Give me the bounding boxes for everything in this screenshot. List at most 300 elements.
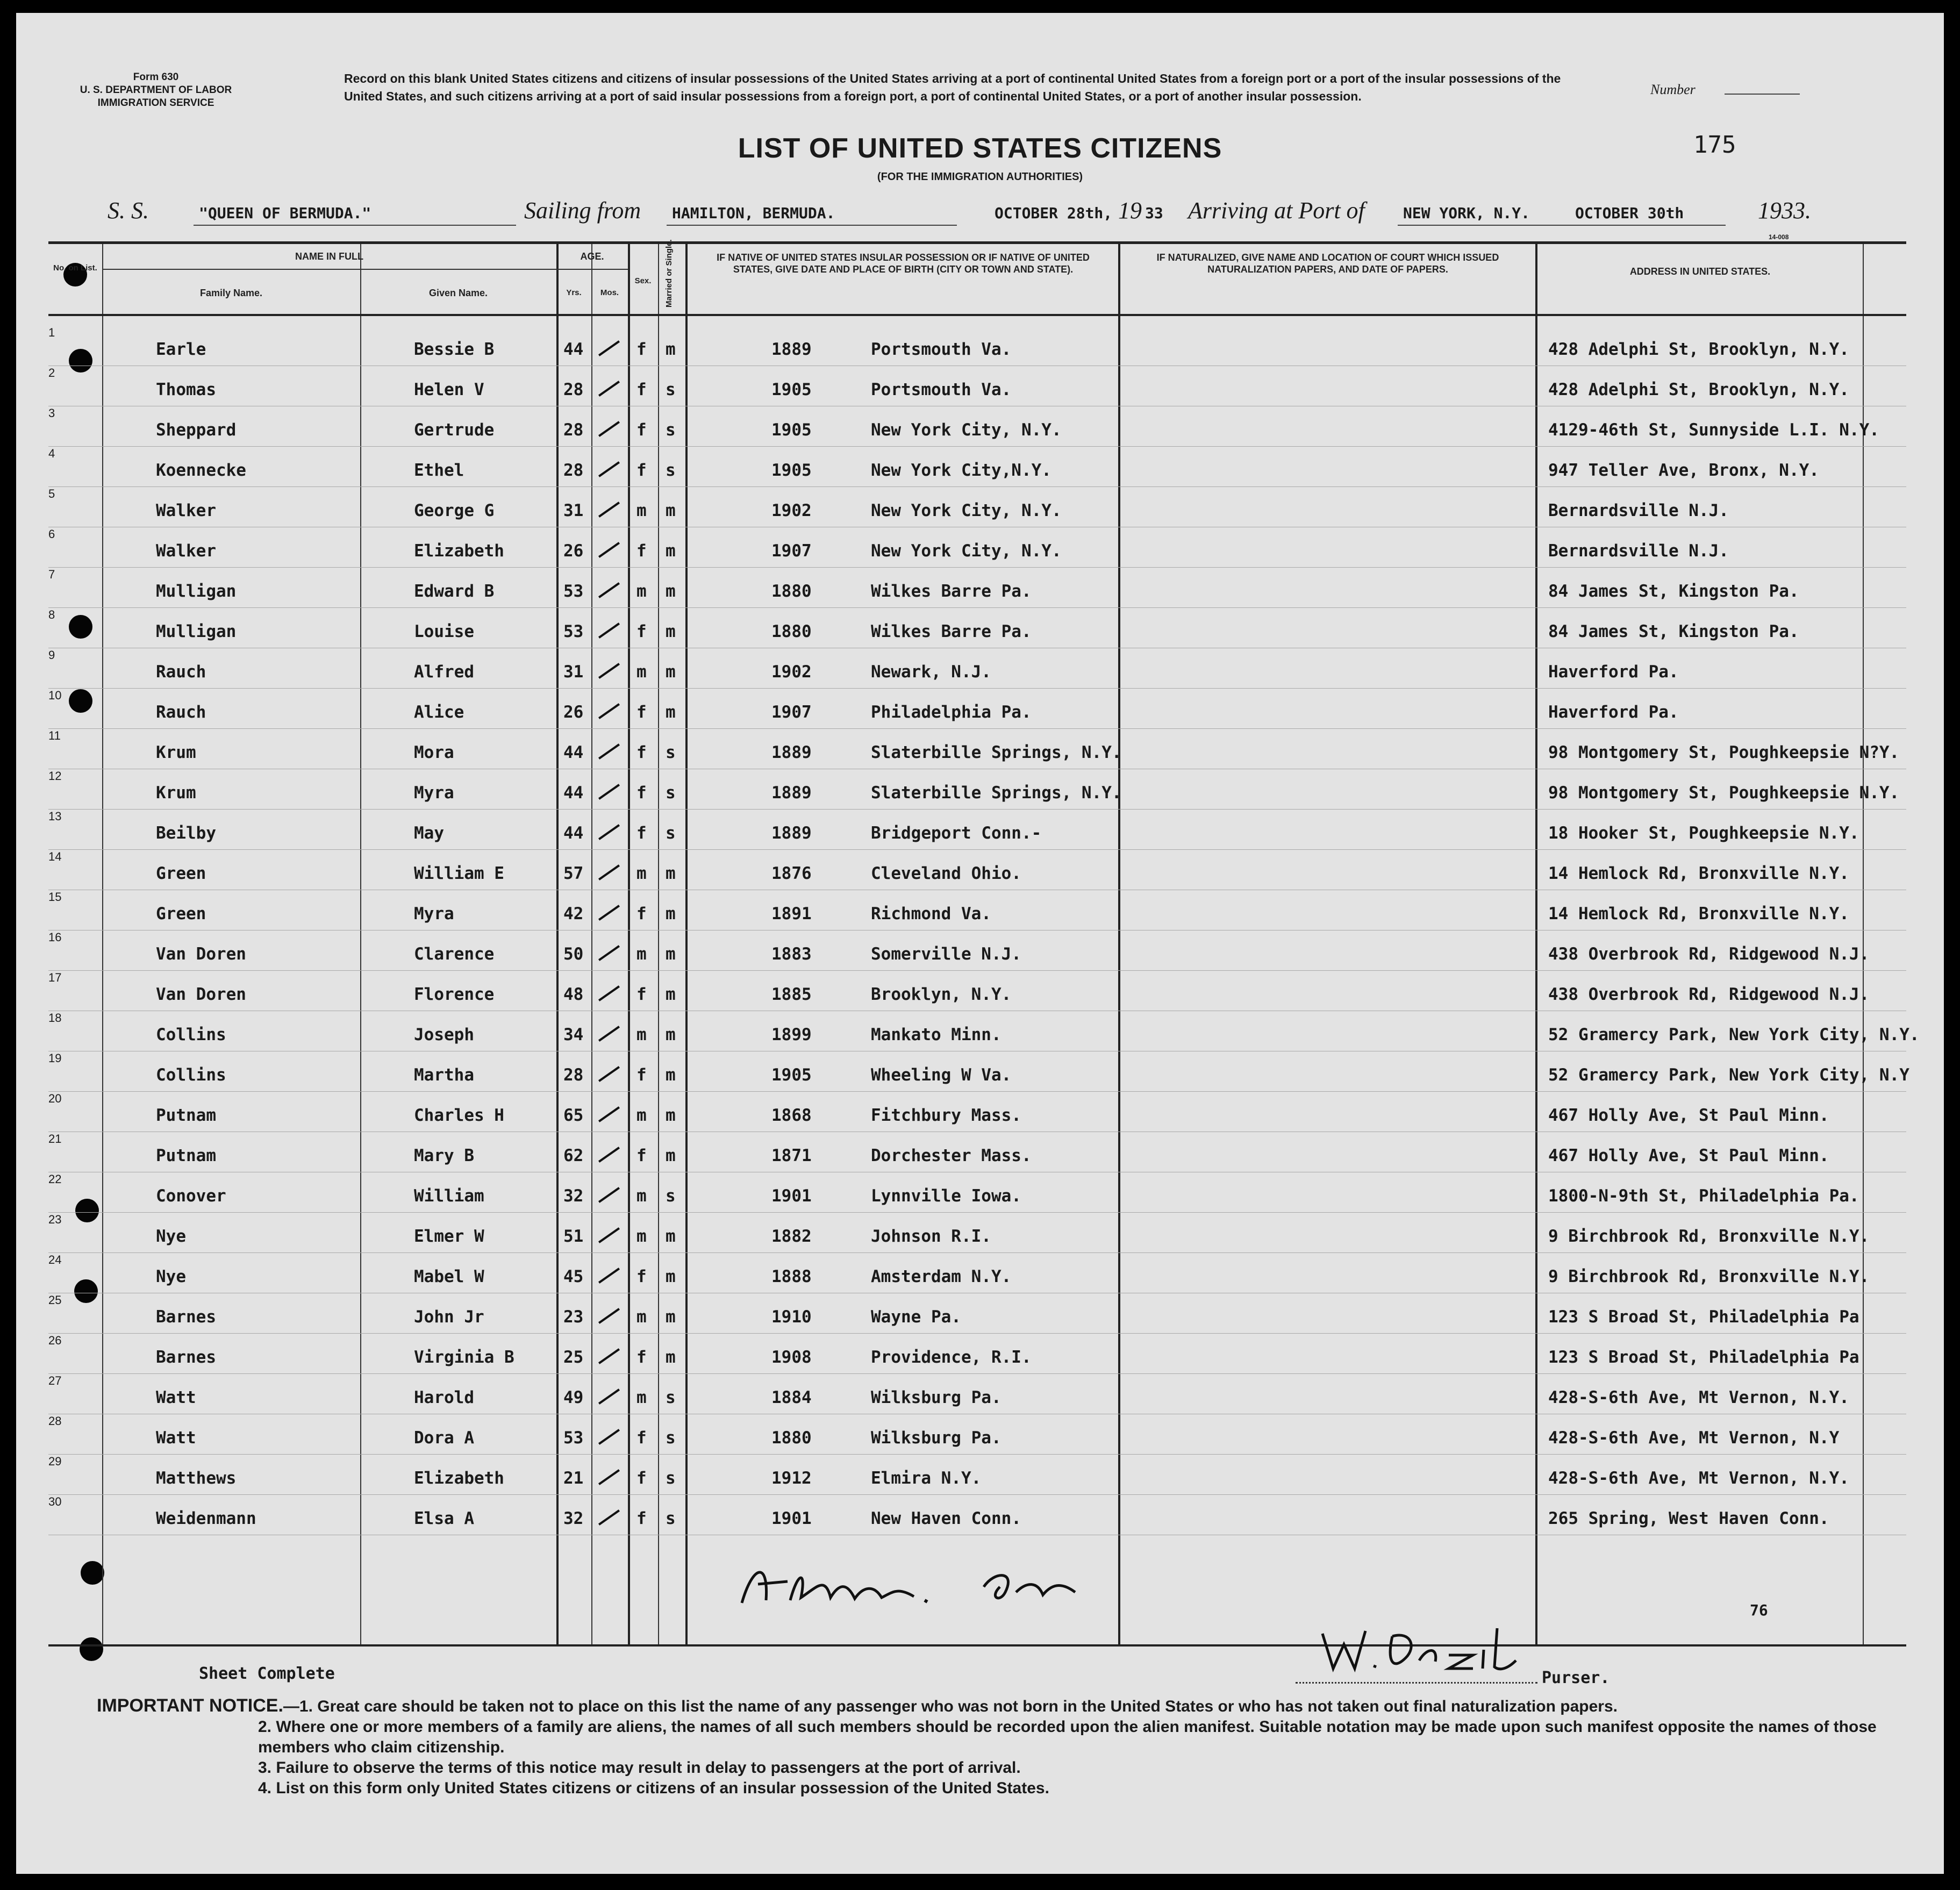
birth-place: New York City, N.Y. — [871, 420, 1062, 440]
form-number: Form 630 — [133, 71, 179, 83]
year-prefix: 19 — [1118, 197, 1142, 224]
birth-year: 1885 — [771, 985, 812, 1004]
age-years: 42 — [563, 904, 584, 923]
address: 1800-N-9th St, Philadelphia Pa. — [1548, 1186, 1859, 1206]
header-given-name: Given Name. — [428, 288, 488, 298]
table-row — [48, 810, 1906, 850]
check-mark — [598, 864, 620, 880]
table-row — [48, 1132, 1906, 1173]
age-years: 21 — [563, 1469, 584, 1488]
check-mark — [598, 381, 620, 397]
birth-place: Bridgeport Conn.- — [871, 824, 1042, 843]
row-number: 21 — [48, 1132, 62, 1146]
check-mark — [598, 1147, 620, 1163]
birth-year: 1912 — [771, 1469, 812, 1488]
table-row — [48, 1253, 1906, 1294]
marital-status: m — [666, 582, 676, 601]
family-name: Mulligan — [156, 582, 237, 601]
table-row — [48, 689, 1906, 729]
family-name: Van Doren — [156, 944, 246, 964]
header-birth: IF NATIVE OF UNITED STATES INSULAR POSSESSION OR IF NATIVE OF UNITED STATES, GIVE DATE AND PLACE OF BIRTH (CITY OR TOWN AND STATE). — [717, 252, 1090, 275]
row-number: 27 — [48, 1374, 62, 1387]
birth-year: 1889 — [771, 824, 812, 843]
form-code-top: 14-008 — [1769, 233, 1789, 241]
birth-place: Wheeling W Va. — [871, 1065, 1012, 1085]
marital-status: s — [666, 783, 676, 803]
birth-year: 1901 — [771, 1509, 812, 1528]
arriving-label: Arriving at Port of — [1188, 197, 1365, 224]
marital-status: m — [666, 501, 676, 520]
header-naturalization: IF NATURALIZED, GIVE NAME AND LOCATION OF COURT WHICH ISSUED NATURALIZATION PAPERS, AND DATE OF PAPERS. — [1156, 252, 1499, 275]
row-number: 15 — [48, 890, 62, 904]
family-name: Collins — [156, 1065, 226, 1085]
address: 467 Holly Ave, St Paul Minn. — [1548, 1146, 1829, 1165]
department-name: U. S. DEPARTMENT OF LABOR — [80, 84, 232, 96]
service-name: IMMIGRATION SERVICE — [97, 97, 214, 109]
sex: m — [636, 582, 647, 601]
age-years: 44 — [563, 824, 584, 843]
marital-status: m — [666, 1146, 676, 1165]
sailing-port-line — [667, 225, 957, 226]
row-number: 5 — [48, 487, 55, 500]
sex: f — [636, 1348, 647, 1367]
header-marital: Married or Single. — [664, 239, 674, 307]
birth-place: Slaterbille Springs, N.Y. — [871, 743, 1122, 762]
table-row — [48, 890, 1906, 931]
table-row — [48, 930, 1906, 971]
family-name: Earle — [156, 340, 206, 359]
birth-year: 1908 — [771, 1348, 812, 1367]
address: 9 Birchbrook Rd, Bronxville N.Y. — [1548, 1267, 1870, 1286]
given-name: Mabel W — [414, 1267, 484, 1286]
birth-place: Portsmouth Va. — [871, 340, 1012, 359]
birth-place: Dorchester Mass. — [871, 1146, 1032, 1165]
family-name: Walker — [156, 501, 216, 520]
age-years: 31 — [563, 501, 584, 520]
table-row — [48, 487, 1906, 528]
sex: f — [636, 1509, 647, 1528]
sailing-port: HAMILTON, BERMUDA. — [672, 204, 835, 222]
check-mark — [598, 985, 620, 1001]
family-name: Nye — [156, 1267, 186, 1286]
age-years: 65 — [563, 1106, 584, 1125]
marital-status: s — [666, 1388, 676, 1407]
table-row — [48, 1374, 1906, 1415]
row-number: 12 — [48, 769, 62, 783]
marital-status: m — [666, 1065, 676, 1085]
age-years: 53 — [563, 622, 584, 641]
age-years: 26 — [563, 541, 584, 561]
page-title: LIST OF UNITED STATES CITIZENS — [738, 133, 1222, 164]
given-name: Mora — [414, 743, 454, 762]
address: Haverford Pa. — [1548, 703, 1679, 722]
sailing-date: OCTOBER 28th, — [995, 204, 1113, 222]
row-number: 6 — [48, 527, 55, 541]
age-years: 25 — [563, 1348, 584, 1367]
family-name: Koennecke — [156, 461, 246, 480]
birth-year: 1889 — [771, 783, 812, 803]
birth-year: 1905 — [771, 380, 812, 399]
given-name: Bessie B — [414, 340, 495, 359]
family-name: Nye — [156, 1227, 186, 1246]
record-instructions: Record on this blank United States citizens and citizens of insular possessions of the United States arriving at a port of continental United States from a foreign port or a port of the insular possessions of the United States, and such citizens arriving at a port of said insular possessions from a foreign port, a port of continental United States, or a port of another insular possession. — [344, 71, 1561, 103]
address: 467 Holly Ave, St Paul Minn. — [1548, 1106, 1829, 1125]
table-row — [48, 447, 1906, 488]
address: 438 Overbrook Rd, Ridgewood N.J. — [1548, 944, 1870, 964]
birth-place: Wilksburg Pa. — [871, 1428, 1002, 1448]
address: 438 Overbrook Rd, Ridgewood N.J. — [1548, 985, 1870, 1004]
sex: f — [636, 340, 647, 359]
birth-place: Brooklyn, N.Y. — [871, 985, 1012, 1004]
given-name: May — [414, 824, 444, 843]
sex: f — [636, 743, 647, 762]
family-name: Watt — [156, 1388, 196, 1407]
check-mark — [598, 1429, 620, 1445]
family-name: Barnes — [156, 1348, 216, 1367]
check-mark — [598, 1348, 620, 1364]
birth-year: 1907 — [771, 541, 812, 561]
family-name: Van Doren — [156, 985, 246, 1004]
sheet-complete-note: Sheet Complete — [199, 1664, 335, 1683]
given-name: Harold — [414, 1388, 474, 1407]
marital-status: s — [666, 1428, 676, 1448]
birth-place: New Haven Conn. — [871, 1509, 1021, 1528]
table-row — [48, 527, 1906, 568]
birth-year: 1902 — [771, 662, 812, 682]
age-years: 57 — [563, 864, 584, 883]
address: 265 Spring, West Haven Conn. — [1548, 1509, 1829, 1528]
row-number: 20 — [48, 1092, 62, 1105]
check-mark — [598, 905, 620, 921]
given-name: Alfred — [414, 662, 474, 682]
given-name: Louise — [414, 622, 474, 641]
check-mark — [598, 461, 620, 477]
birth-year: 1910 — [771, 1307, 812, 1327]
arriving-port: NEW YORK, N.Y. — [1403, 204, 1530, 222]
check-mark — [598, 1227, 620, 1243]
family-name: Conover — [156, 1186, 226, 1206]
row-number: 26 — [48, 1334, 62, 1347]
given-name: Myra — [414, 783, 454, 803]
row-number: 22 — [48, 1172, 62, 1186]
address: 428-S-6th Ave, Mt Vernon, N.Y — [1548, 1428, 1840, 1448]
passenger-table — [48, 239, 1920, 1646]
given-name: Elmer W — [414, 1227, 484, 1246]
address: 428 Adelphi St, Brooklyn, N.Y. — [1548, 340, 1849, 359]
sex: f — [636, 904, 647, 923]
family-name: Walker — [156, 541, 216, 561]
given-name: Charles H — [414, 1106, 504, 1125]
row-number: 2 — [48, 366, 55, 380]
ss-label: S. S. — [108, 197, 149, 224]
birth-year: 1876 — [771, 864, 812, 883]
birth-place: Cleveland Ohio. — [871, 864, 1021, 883]
birth-year: 1905 — [771, 1065, 812, 1085]
age-years: 32 — [563, 1509, 584, 1528]
check-mark — [598, 582, 620, 598]
given-name: George G — [414, 501, 495, 520]
check-mark — [598, 421, 620, 437]
marital-status: m — [666, 1227, 676, 1246]
address: 428 Adelphi St, Brooklyn, N.Y. — [1548, 380, 1849, 399]
given-name: Gertrude — [414, 420, 495, 440]
arriving-date: OCTOBER 30th — [1575, 204, 1684, 222]
birth-year: 1889 — [771, 743, 812, 762]
table-row — [48, 1414, 1906, 1455]
marital-status: m — [666, 340, 676, 359]
birth-year: 1907 — [771, 703, 812, 722]
marital-status: s — [666, 1509, 676, 1528]
number-label: Number — [1650, 82, 1696, 97]
birth-place: Providence, R.I. — [871, 1348, 1032, 1367]
given-name: Myra — [414, 904, 454, 923]
header-age: AGE. — [580, 251, 604, 262]
birth-year: 1905 — [771, 461, 812, 480]
check-mark — [598, 622, 620, 639]
purser-signature — [1312, 1617, 1537, 1677]
marital-status: s — [666, 380, 676, 399]
check-mark — [598, 663, 620, 679]
birth-place: New York City, N.Y. — [871, 541, 1062, 561]
family-name: Thomas — [156, 380, 216, 399]
table-row — [48, 1011, 1920, 1052]
header-family-name: Family Name. — [199, 288, 263, 298]
number-field-line — [1725, 94, 1800, 95]
given-name: John Jr — [414, 1307, 484, 1327]
birth-place: Newark, N.J. — [871, 662, 991, 682]
row-number: 23 — [48, 1213, 62, 1226]
marital-status: s — [666, 461, 676, 480]
birth-year: 1899 — [771, 1025, 812, 1044]
row-number: 4 — [48, 447, 55, 460]
ship-name: "QUEEN OF BERMUDA." — [199, 204, 371, 222]
birth-place: Johnson R.I. — [871, 1227, 991, 1246]
header-sex: Sex. — [634, 276, 652, 285]
purser-signature-line — [1296, 1682, 1537, 1684]
row-number: 14 — [48, 850, 62, 863]
sex: f — [636, 1267, 647, 1286]
birth-year: 1889 — [771, 340, 812, 359]
age-years: 28 — [563, 461, 584, 480]
row-number: 13 — [48, 810, 62, 823]
stamp-number: 76 — [1750, 1601, 1768, 1619]
year-suffix: 33 — [1145, 204, 1163, 222]
birth-place: Fitchbury Mass. — [871, 1106, 1021, 1125]
sex: f — [636, 1146, 647, 1165]
marital-status: m — [666, 622, 676, 641]
birth-place: New York City, N.Y. — [871, 501, 1062, 520]
notice-2: 2. Where one or more members of a family are aliens, the names of all such members should be recorded upon the alien manifest. Suitable notation may be made upon such manifest opposite the names of those members who claim citizenship. — [258, 1718, 1877, 1756]
given-name: Clarence — [414, 944, 495, 964]
given-name: Martha — [414, 1065, 474, 1085]
birth-place: Wilksburg Pa. — [871, 1388, 1002, 1407]
sex: m — [636, 1106, 647, 1125]
table-row — [48, 366, 1906, 407]
family-name: Mulligan — [156, 622, 237, 641]
sex: m — [636, 864, 647, 883]
birth-year: 1871 — [771, 1146, 812, 1165]
row-number: 29 — [48, 1455, 62, 1468]
sex: m — [636, 944, 647, 964]
important-notice — [97, 1695, 1898, 1799]
birth-year: 1884 — [771, 1388, 812, 1407]
table-row — [48, 1092, 1906, 1133]
table-row — [48, 1293, 1906, 1334]
header-mos: Mos. — [600, 288, 619, 297]
table-row — [48, 608, 1906, 649]
sex: f — [636, 703, 647, 722]
birth-place: Somerville N.J. — [871, 944, 1021, 964]
page-subtitle: (FOR THE IMMIGRATION AUTHORITIES) — [877, 171, 1083, 183]
birth-place: Amsterdam N.Y. — [871, 1267, 1012, 1286]
table-row — [48, 406, 1906, 447]
age-years: 44 — [563, 743, 584, 762]
sex: m — [636, 1307, 647, 1327]
family-name: Rauch — [156, 662, 206, 682]
age-years: 34 — [563, 1025, 584, 1044]
address: 9 Birchbrook Rd, Bronxville N.Y. — [1548, 1227, 1870, 1246]
sheet-number: 175 — [1693, 131, 1736, 159]
arriving-year: 1933. — [1758, 197, 1811, 224]
sex: f — [636, 380, 647, 399]
sex: f — [636, 1469, 647, 1488]
address: 52 Gramercy Park, New York City, N.Y. — [1548, 1025, 1920, 1044]
header-name-in-full: NAME IN FULL — [295, 251, 363, 262]
age-years: 44 — [563, 783, 584, 803]
birth-year: 1905 — [771, 420, 812, 440]
family-name: Watt — [156, 1428, 196, 1448]
arriving-port-line — [1398, 225, 1726, 226]
birth-year: 1880 — [771, 622, 812, 641]
row-number: 1 — [48, 326, 55, 339]
check-mark — [598, 1066, 620, 1082]
address: 428-S-6th Ave, Mt Vernon, N.Y. — [1548, 1469, 1849, 1488]
birth-year: 1888 — [771, 1267, 812, 1286]
notice-4: 4. List on this form only United States citizens or citizens of an insular possession of the United States. — [258, 1779, 1049, 1797]
table-row — [48, 326, 1906, 367]
check-mark — [598, 542, 620, 558]
address: 98 Montgomery St, Poughkeepsie N.Y. — [1548, 783, 1900, 803]
sailing-label: Sailing from — [524, 197, 641, 224]
birth-place: Slaterbille Springs, N.Y. — [871, 783, 1122, 803]
address: 84 James St, Kingston Pa. — [1548, 582, 1799, 601]
table-row — [48, 1051, 1909, 1092]
given-name: Elizabeth — [414, 541, 504, 561]
check-mark — [598, 1026, 620, 1042]
family-name: Beilby — [156, 824, 216, 843]
check-mark — [598, 945, 620, 961]
sex: f — [636, 420, 647, 440]
given-name: Ethel — [414, 461, 464, 480]
birth-year: 1902 — [771, 501, 812, 520]
birth-place: Richmond Va. — [871, 904, 991, 923]
sex: f — [636, 622, 647, 641]
given-name: Alice — [414, 703, 464, 722]
row-number: 7 — [48, 568, 55, 581]
marital-status: s — [666, 1186, 676, 1206]
check-mark — [598, 784, 620, 800]
sex: m — [636, 1227, 647, 1246]
birth-place: Wayne Pa. — [871, 1307, 961, 1327]
birth-place: New York City,N.Y. — [871, 461, 1051, 480]
address: 947 Teller Ave, Bronx, N.Y. — [1548, 461, 1819, 480]
table-row — [48, 971, 1906, 1012]
family-name: Weidenmann — [156, 1509, 256, 1528]
sex: f — [636, 541, 647, 561]
family-name: Sheppard — [156, 420, 237, 440]
check-mark — [598, 743, 620, 760]
sex: m — [636, 1025, 647, 1044]
family-name: Green — [156, 864, 206, 883]
marital-status: m — [666, 1307, 676, 1327]
address: 52 Gramercy Park, New York City, N.Y — [1548, 1065, 1909, 1085]
birth-place: Philadelphia Pa. — [871, 703, 1032, 722]
age-years: 44 — [563, 340, 584, 359]
marital-status: s — [666, 743, 676, 762]
notice-1: 1. Great care should be taken not to place on this list the name of any passenger who was not born in the United States or who has not taken out final naturalization papers. — [299, 1698, 1618, 1715]
birth-year: 1880 — [771, 582, 812, 601]
check-mark — [598, 1469, 620, 1485]
row-number: 24 — [48, 1253, 62, 1266]
marital-status: m — [666, 1348, 676, 1367]
birth-place: Elmira N.Y. — [871, 1469, 982, 1488]
address: Bernardsville N.J. — [1548, 541, 1729, 561]
ship-name-line — [194, 225, 516, 226]
sex: f — [636, 824, 647, 843]
age-years: 28 — [563, 380, 584, 399]
given-name: Helen V — [414, 380, 484, 399]
sex: f — [636, 783, 647, 803]
table-row — [48, 769, 1906, 810]
marital-status: m — [666, 1106, 676, 1125]
age-years: 32 — [563, 1186, 584, 1206]
given-name: Florence — [414, 985, 495, 1004]
handwritten-initials — [736, 1555, 1124, 1614]
given-name: Elizabeth — [414, 1469, 504, 1488]
age-years: 28 — [563, 420, 584, 440]
header-separator — [102, 269, 628, 270]
marital-status: m — [666, 944, 676, 964]
family-name: Krum — [156, 743, 196, 762]
age-years: 26 — [563, 703, 584, 722]
table-row — [48, 1213, 1906, 1254]
check-mark — [598, 703, 620, 719]
check-mark — [598, 1509, 620, 1526]
row-number: 25 — [48, 1293, 62, 1307]
form-identifier — [54, 71, 258, 110]
address: 14 Hemlock Rd, Bronxville N.Y. — [1548, 864, 1849, 883]
notice-title: IMPORTANT NOTICE. — [97, 1695, 283, 1716]
marital-status: m — [666, 904, 676, 923]
birth-place: Mankato Minn. — [871, 1025, 1002, 1044]
row-number: 11 — [48, 729, 61, 742]
row-number: 17 — [48, 971, 62, 984]
row-number: 28 — [48, 1414, 62, 1428]
row-number: 10 — [48, 689, 62, 702]
notice-line-1: IMPORTANT NOTICE.—1. Great care should be taken not to place on this list the name of any passenger who was not born in the United States or who has not taken out final naturalization papers. — [97, 1695, 1618, 1716]
sex: f — [636, 1428, 647, 1448]
birth-place: Wilkes Barre Pa. — [871, 582, 1032, 601]
marital-status: m — [666, 1025, 676, 1044]
header-address: ADDRESS IN UNITED STATES. — [1629, 266, 1771, 277]
purser-label: Purser. — [1542, 1669, 1610, 1687]
table-row — [48, 1334, 1906, 1374]
address: 123 S Broad St, Philadelphia Pa — [1548, 1307, 1859, 1327]
table-row — [48, 568, 1906, 608]
given-name: William E — [414, 864, 504, 883]
birth-place: Portsmouth Va. — [871, 380, 1012, 399]
family-name: Rauch — [156, 703, 206, 722]
